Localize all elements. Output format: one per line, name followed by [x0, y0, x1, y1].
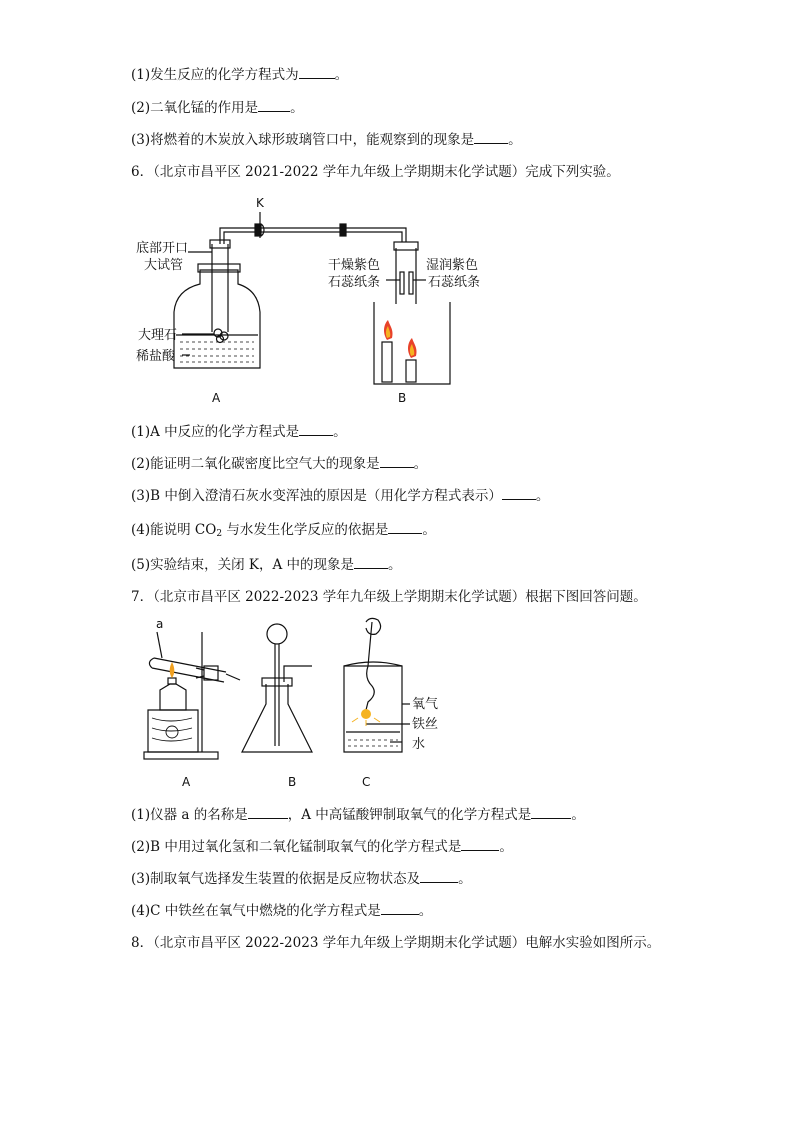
short-candle: [406, 360, 416, 382]
label-wet-line2: 石蕊纸条: [428, 275, 481, 290]
answer-blank[interactable]: [461, 838, 499, 851]
answer-blank[interactable]: [388, 521, 422, 534]
bottle-a: [174, 270, 260, 368]
q7-part2: (2)B 中用过氧化氢和二氧化锰制取氧气的化学方程式是 。: [131, 839, 513, 855]
wet-litmus-strip: [409, 272, 413, 294]
label-a-instrument: a: [156, 617, 164, 631]
label-water: 水: [412, 737, 426, 752]
q6-apparatus-figure: [130, 192, 500, 408]
label-apparatus-b: B: [398, 391, 407, 405]
marble-icon: [214, 329, 228, 343]
answer-blank[interactable]: [258, 99, 290, 112]
q6-part1: (1)A 中反应的化学方程式是 。: [131, 424, 347, 440]
tube-connector: [340, 224, 346, 236]
answer-blank[interactable]: [248, 806, 288, 819]
q5-part3: (3)将燃着的木炭放入球形玻璃管口中，能观察到的现象是 。: [131, 132, 522, 148]
label-iron-wire: 铁丝: [412, 717, 439, 732]
label-tube-line2: 大试管: [144, 258, 184, 273]
label-apparatus-b: B: [288, 775, 297, 789]
answer-blank[interactable]: [474, 131, 508, 144]
q6-part4: (4)能说明 $CO_2$ 与水发生化学反应的依据是 。: [131, 522, 436, 539]
answer-blank[interactable]: [531, 806, 571, 819]
tall-candle: [382, 342, 392, 382]
connecting-tube: [220, 228, 406, 244]
q7-apparatus-figure: [140, 614, 440, 798]
burning-glow: [361, 709, 371, 719]
q7-part1: (1)仪器 a 的名称是 ，A 中高锰酸钾制取氧气的化学方程式是 。: [131, 807, 585, 823]
q7-part3: (3)制取氧气选择发生装置的依据是反应物状态及 。: [131, 871, 472, 887]
test-tube-a: [152, 658, 226, 682]
q6-header: 6．（北京市昌平区 2021-2022 学年九年级上学期期末化学试题）完成下列实验。: [131, 164, 620, 180]
answer-blank[interactable]: [502, 487, 536, 500]
answer-blank[interactable]: [354, 556, 388, 569]
label-wet-line1: 湿润紫色: [426, 258, 479, 273]
thistle-funnel: [267, 624, 287, 644]
q5-part2: (2)二氧化锰的作用是 。: [131, 100, 304, 116]
label-apparatus-a: A: [182, 775, 191, 789]
label-acid: 稀盐酸: [136, 349, 176, 364]
alcohol-lamp: [160, 684, 186, 710]
connecting-tube-inner: [224, 232, 402, 244]
answer-blank[interactable]: [299, 66, 335, 79]
bottle-a-stopper: [198, 264, 240, 272]
q8-header: 8．（北京市昌平区 2022-2023 学年九年级上学期期末化学试题）电解水实验如图所示。: [131, 935, 661, 951]
q6-part5: (5)实验结束，关闭 K，A 中的现象是 。: [131, 557, 402, 573]
q6-part2: (2)能证明二氧化碳密度比空气大的现象是 。: [131, 456, 428, 472]
erlenmeyer-flask-b: [242, 684, 312, 752]
iron-stand-base: [144, 752, 218, 759]
label-apparatus-a: A: [212, 391, 221, 405]
answer-blank[interactable]: [380, 455, 414, 468]
label-dry-line1: 干燥紫色: [328, 258, 381, 273]
label-dry-line2: 石蕊纸条: [328, 275, 381, 290]
label-oxygen: 氧气: [412, 697, 439, 712]
answer-blank[interactable]: [299, 423, 333, 436]
q5-part1: (1)发生反应的化学方程式为 。: [131, 67, 349, 83]
label-k: K: [256, 196, 264, 210]
gas-jar-c: [344, 666, 402, 752]
q7-header: 7．（北京市昌平区 2022-2023 学年九年级上学期期末化学试题）根据下图回答问题。: [131, 589, 647, 605]
dry-litmus-strip: [400, 272, 404, 294]
q6-part3: (3)B 中倒入澄清石灰水变浑浊的原因是（用化学方程式表示） 。: [131, 488, 550, 504]
answer-blank[interactable]: [420, 870, 458, 883]
label-tube-line1: 底部开口: [136, 241, 189, 256]
label-marble: 大理石: [138, 328, 178, 343]
answer-blank[interactable]: [381, 902, 419, 915]
label-apparatus-c: C: [362, 775, 371, 789]
tube-b-stopper: [394, 242, 418, 250]
q7-part4: (4)C 中铁丝在氧气中燃烧的化学方程式是 。: [131, 903, 433, 919]
large-test-tube: [212, 244, 228, 332]
